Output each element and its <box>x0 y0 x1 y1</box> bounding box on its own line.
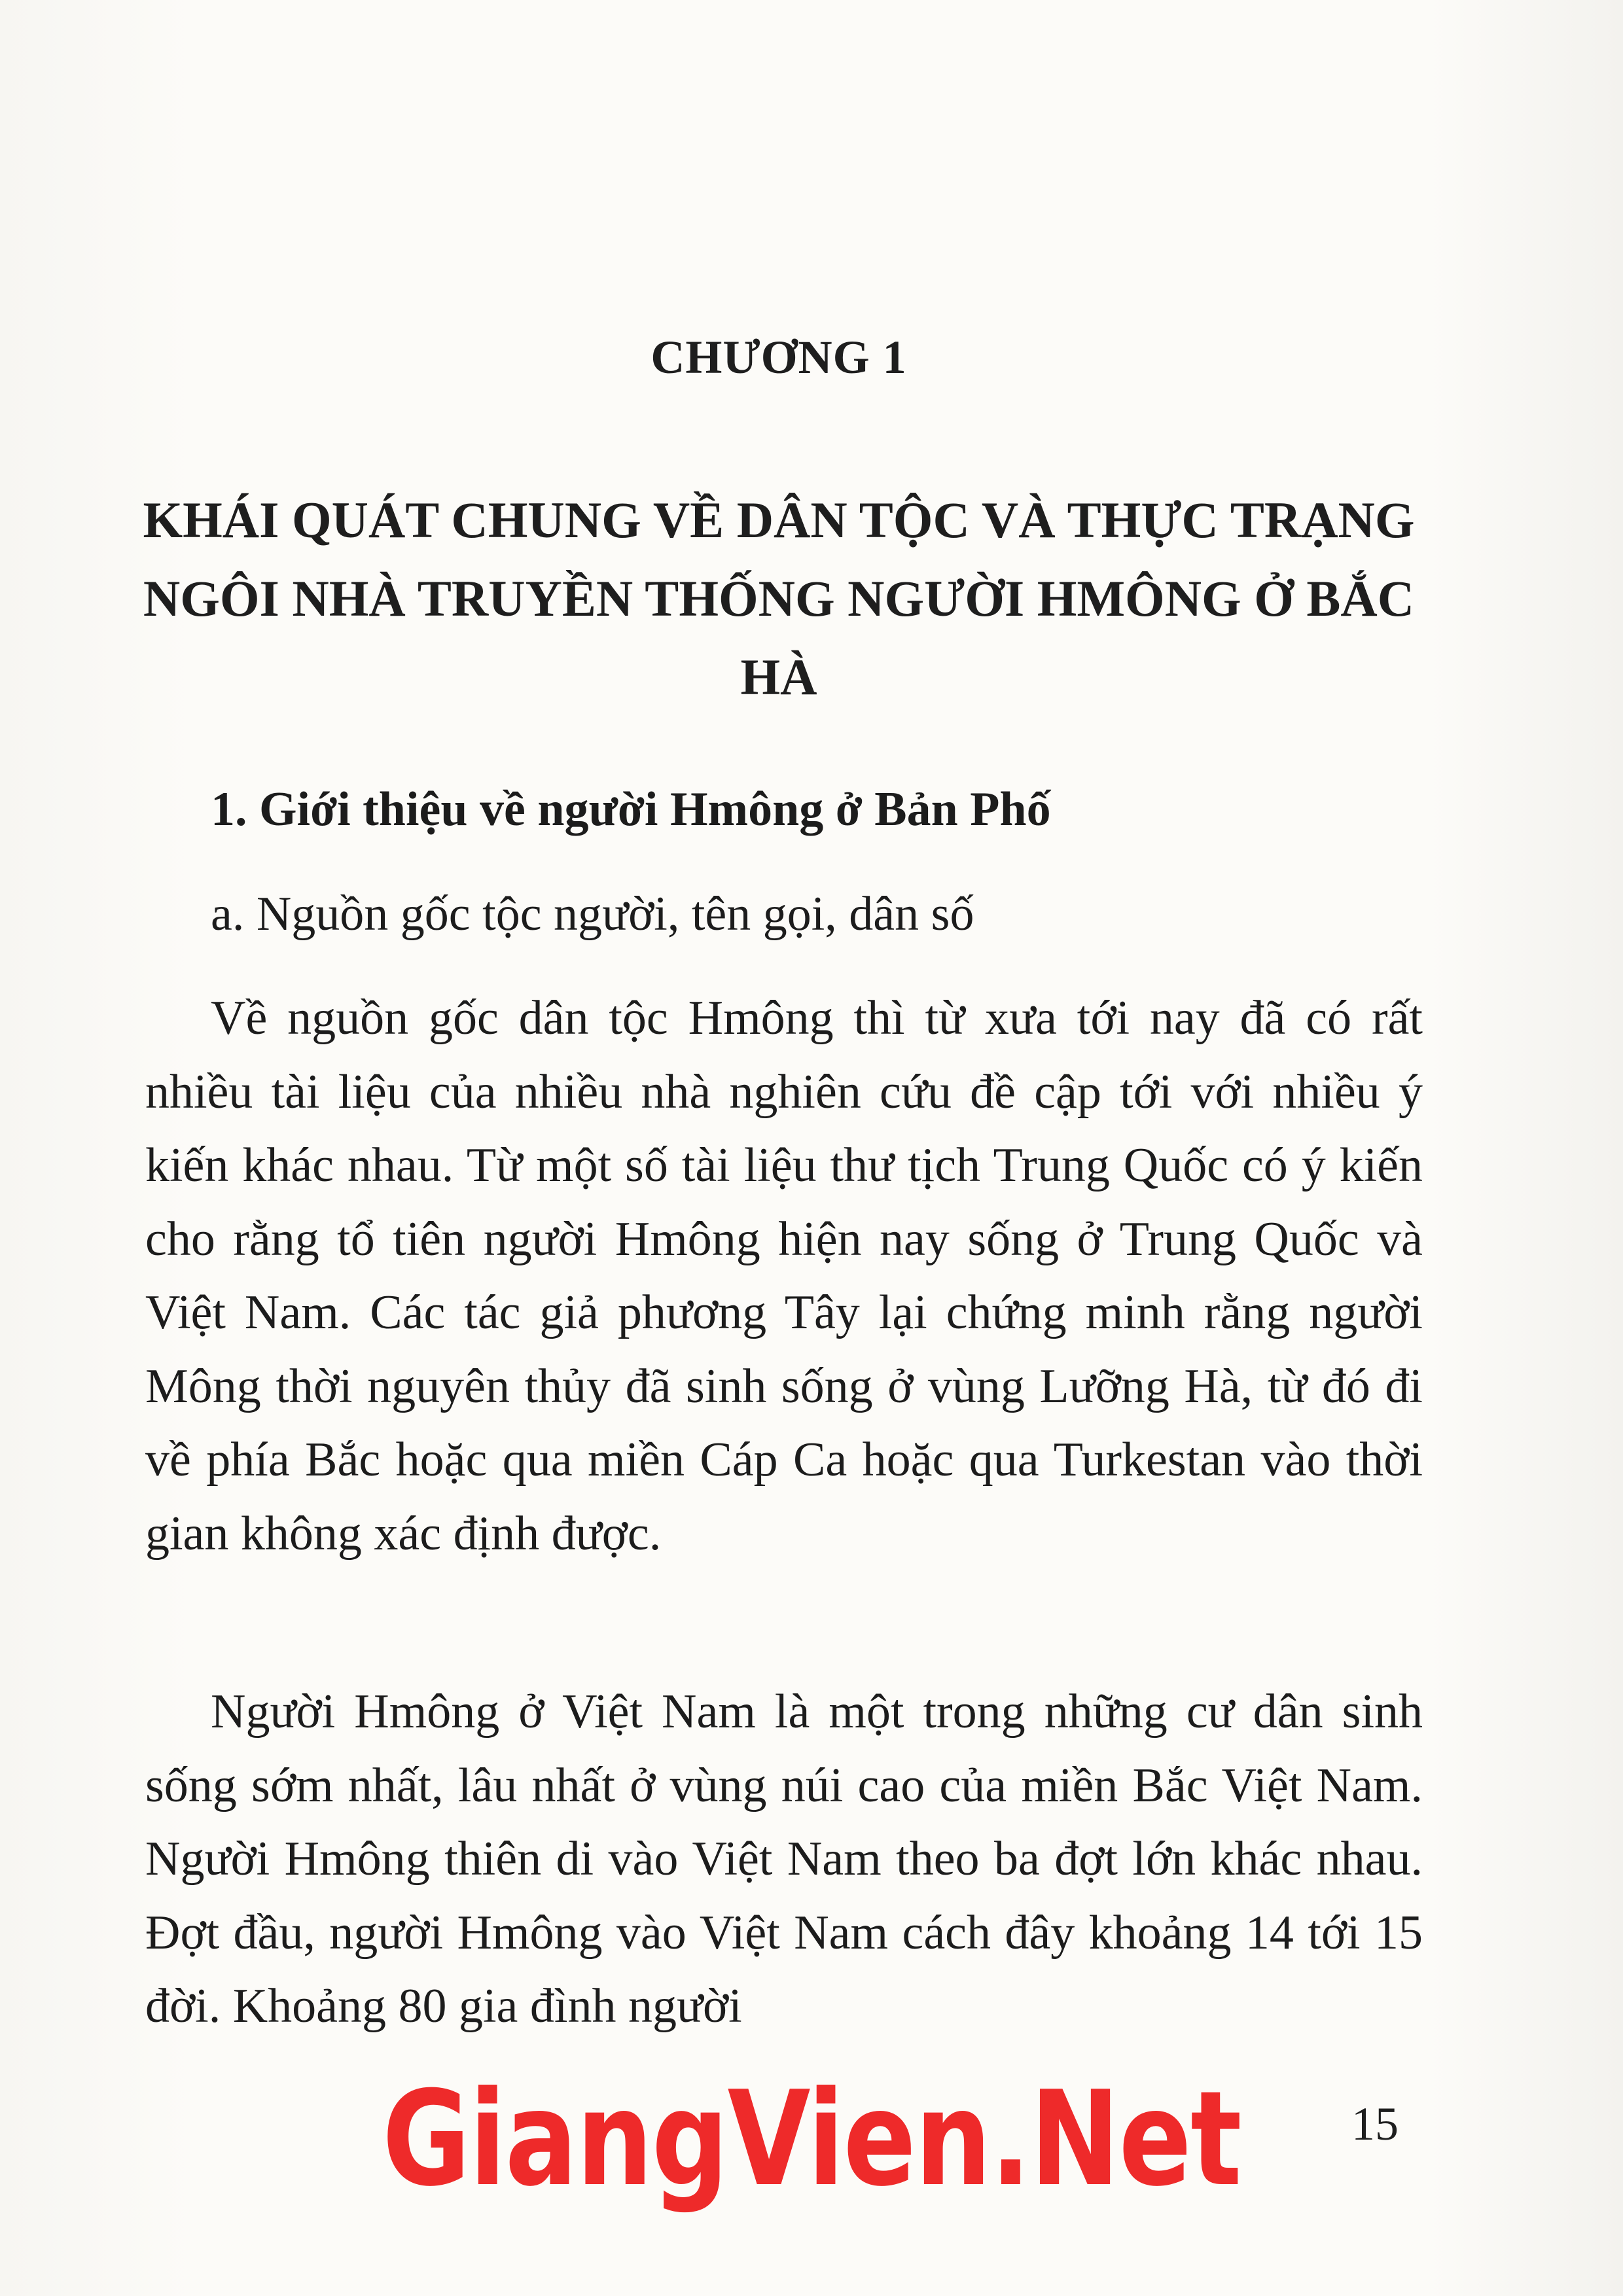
watermark-text: GiangVien.Net <box>382 2063 1241 2216</box>
subsection-heading: a. Nguồn gốc tộc người, tên gọi, dân số <box>211 887 974 941</box>
body-paragraph: Về nguồn gốc dân tộc Hmông thì từ xưa tới nay đã có rất nhiều tài liệu của nhiều nhà nghiên cứu đề cập tới với nhiều ý kiến khác nhau. Từ một số tài liệu thư tịch Trung Quốc có ý kiến cho rằng tổ tiên người Hmông hiện nay sống ở Trung Quốc và Việt Nam. Các tác giả phương Tây lại chứng minh rằng người Mông thời nguyên thủy đã sinh sống ở vùng Lưỡng Hà, từ đó đi về phía Bắc hoặc qua miền Cáp Ca hoặc qua Turkestan vào thời gian không xác định được. <box>145 991 1423 1561</box>
chapter-title: KHÁI QUÁT CHUNG VỀ DÂN TỘC VÀ THỰC TRẠNG NGÔI NHÀ TRUYỀN THỐNG NGƯỜI HMÔNG Ở BẮC HÀ <box>143 491 1415 705</box>
section-heading: 1. Giới thiệu về người Hmông ở Bản Phố <box>211 783 1051 836</box>
body-paragraph: Người Hmông ở Việt Nam là một trong những cư dân sinh sống sớm nhất, lâu nhất ở vùng núi cao của miền Bắc Việt Nam. Người Hmông thiên di vào Việt Nam theo ba đợt lớn khác nhau. Đợt đầu, người Hmông vào Việt Nam cách đây khoảng 14 tới 15 đời. Khoảng 80 gia đình người <box>145 1685 1423 2033</box>
chapter-label: CHƯƠNG 1 <box>651 331 907 383</box>
page-number: 15 <box>1351 2098 1399 2150</box>
